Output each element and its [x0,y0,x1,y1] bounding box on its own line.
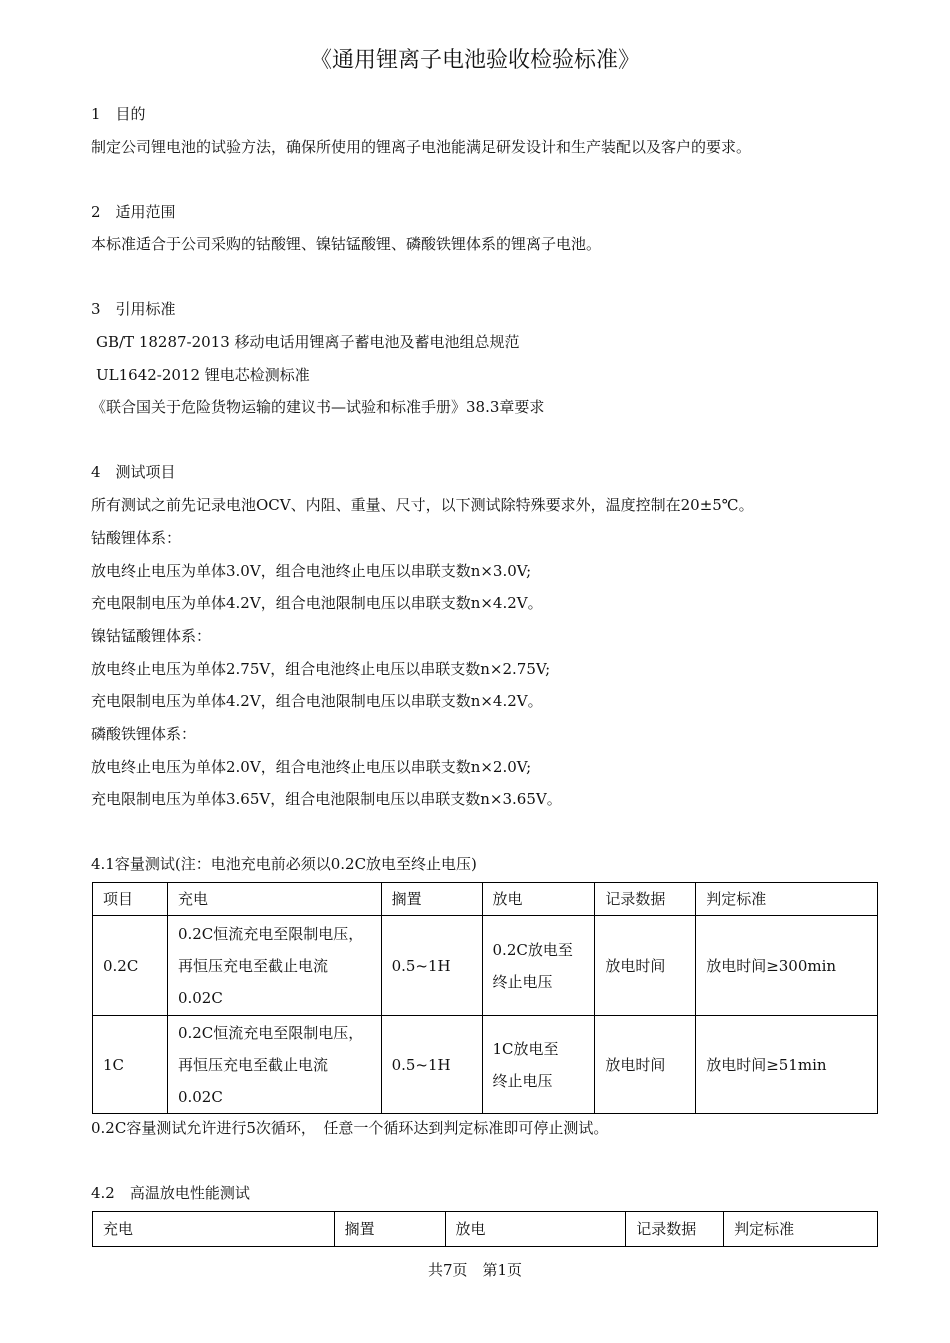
page-footer: 共7页 第1页 [427,1261,523,1279]
column-header: 记录数据 [626,1212,724,1247]
criteria-cell: 放电时间≥51min [696,1016,878,1114]
section-4-line: 钴酸锂体系： [91,529,182,547]
reference-item: 《联合国关于危险货物运输的建议书—试验和标准手册》38.3章要求 [91,398,545,416]
table-row [93,916,878,1016]
column-header: 充电 [167,883,381,916]
table-header-row [93,1212,878,1247]
section-2-heading: 2 适用范围 [91,203,176,221]
section-4-2-heading: 4.2 高温放电性能测试 [91,1184,250,1202]
table-row [93,1016,878,1114]
item-cell: 0.2C [93,916,168,1016]
reference-item: UL1642-2012 锂电芯检测标准 [96,366,310,384]
charge-cell [167,1016,381,1114]
charge-line: 再恒压充电至截止电流 [177,956,328,975]
capacity-test-table [92,882,878,1114]
charge-line: 再恒压充电至截止电流 [177,1055,328,1074]
capacity-test-note: 0.2C容量测试允许进行5次循环， 任意一个循环达到判定标准即可停止测试。 [91,1119,609,1137]
section-4-line: 充电限制电压为单体4.2V，组合电池限制电压以串联支数n×4.2V。 [91,692,543,710]
section-4-line: 放电终止电压为单体2.75V，组合电池终止电压以串联支数n×2.75V; [91,660,551,678]
column-header: 搁置 [381,883,482,916]
high-temp-test-table [92,1211,878,1247]
table-header-row [93,883,878,916]
column-header: 项目 [93,883,168,916]
column-header: 记录数据 [595,883,696,916]
section-4-line: 放电终止电压为单体2.0V，组合电池终止电压以串联支数n×2.0V; [91,758,532,776]
section-4-1-heading: 4.1容量测试(注：电池充电前必须以0.2C放电至终止电压) [91,855,477,873]
discharge-line: 1C放电至 [492,1039,559,1058]
section-1-body: 制定公司锂电池的试验方法，确保所使用的锂离子电池能满足研发设计和生产装配以及客户的要求。 [91,138,752,156]
column-header: 充电 [93,1212,335,1247]
record-cell: 放电时间 [595,1016,696,1114]
column-header: 搁置 [334,1212,445,1247]
section-4-line: 放电终止电压为单体3.0V，组合电池终止电压以串联支数n×3.0V; [91,562,532,580]
section-4-line: 充电限制电压为单体3.65V，组合电池限制电压以串联支数n×3.65V。 [91,790,562,808]
section-4-line: 磷酸铁锂体系： [91,725,197,743]
item-cell: 1C [93,1016,168,1114]
section-4-line: 充电限制电压为单体4.2V，组合电池限制电压以串联支数n×4.2V。 [91,594,543,612]
section-4-line: 镍钴锰酸锂体系： [91,627,212,645]
record-cell: 放电时间 [595,916,696,1016]
discharge-cell [482,1016,595,1114]
rest-cell: 0.5~1H [381,1016,482,1114]
section-3-heading: 3 引用标准 [91,300,176,318]
discharge-line: 终止电压 [492,972,553,991]
discharge-line: 0.2C放电至 [492,940,573,959]
charge-line: 0.2C恒流充电至限制电压， [177,924,364,943]
section-2-body: 本标准适合于公司采购的钴酸锂、镍钴锰酸锂、磷酸铁锂体系的锂离子电池。 [91,235,602,253]
charge-line: 0.2C恒流充电至限制电压， [177,1023,364,1042]
document-title: 《通用锂离子电池验收检验标准》 [309,48,640,73]
column-header: 判定标准 [724,1212,878,1247]
discharge-cell [482,916,595,1016]
charge-cell [167,916,381,1016]
section-1-heading: 1 目的 [91,105,146,123]
criteria-cell: 放电时间≥300min [696,916,878,1016]
charge-line: 0.02C [177,1087,223,1106]
discharge-line: 终止电压 [492,1071,553,1090]
column-header: 放电 [445,1212,626,1247]
column-header: 放电 [482,883,595,916]
section-4-line: 所有测试之前先记录电池OCV、内阻、重量、尺寸，以下测试除特殊要求外，温度控制在20±5℃。 [91,496,754,514]
section-4-heading: 4 测试项目 [91,463,176,481]
rest-cell: 0.5~1H [381,916,482,1016]
charge-line: 0.02C [177,988,223,1007]
column-header: 判定标准 [696,883,878,916]
reference-item: GB/T 18287-2013 移动电话用锂离子蓄电池及蓄电池组总规范 [96,333,520,351]
